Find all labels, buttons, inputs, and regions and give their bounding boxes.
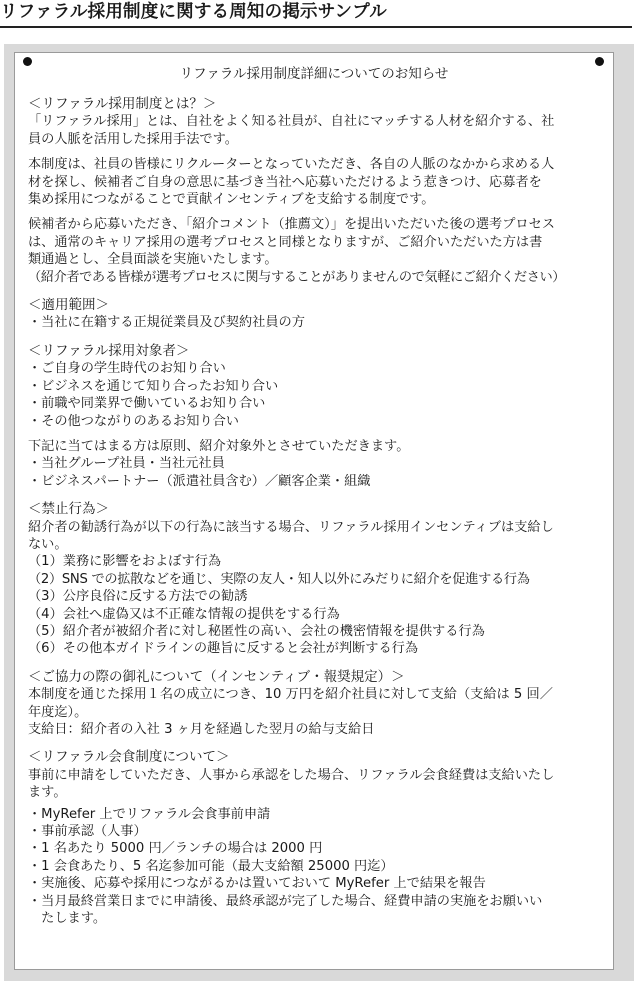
notice-title: リファラル採用制度詳細についてのお知らせ [179, 66, 449, 82]
item-list [28, 806, 618, 928]
list-item: ・前職や同業界で働いているお知り合い [28, 396, 266, 412]
list-item: ・ビジネスパートナー（派遣社員含む）／顧客企業・組織 [28, 473, 371, 489]
list-item: ・当社グループ社員・当社元社員 [28, 456, 225, 472]
section-heading: ＜ご協力の際の御礼について（インセンティブ・報奨規定）＞ [28, 668, 405, 685]
section-scope [28, 297, 618, 332]
text-line: 集め採用につながることで貢献インセンティブを支給する制度です。 [28, 192, 435, 208]
paragraph [28, 216, 618, 286]
section-targets [28, 343, 618, 490]
list-item: （2）SNS での拡散などを通じ、実際の友人・知人以外にみだりに紹介を促進する行為 [28, 571, 530, 587]
paragraph [28, 113, 618, 148]
text-line: 紹介者の勧誘行為が以下の行為に該当する場合、リファラル採用インセンティブは支給し [28, 519, 554, 535]
item-list [28, 553, 618, 657]
page-title: リファラル採用制度に関する周知の掲示サンプル [0, 2, 387, 22]
list-item: ・1 名あたり 5000 円／ランチの場合は 2000 円 [28, 841, 323, 857]
section-dining [28, 749, 618, 927]
text-line: （紹介者である皆様が選考プロセスに関与することがありませんので気軽にご紹介ください） [28, 269, 566, 285]
section-heading: ＜適用範囲＞ [28, 297, 109, 314]
text-line: 材を探し、候補者ご自身の意思に基づき当社へ応募いただけるよう惹きつけ、応募者を [28, 174, 542, 190]
item-list [28, 314, 618, 331]
text-line: は、通常のキャリア採用の選考プロセスと同様となりますが、ご紹介いただいた方は書 [28, 234, 543, 250]
exclusion-note: 下記に当てはまる方は原則、紹介対象外とさせていただきます。 [28, 438, 410, 454]
text-line: 候補者から応募いただき、「紹介コメント（推薦文）」を提出いただいた後の選考プロセス [28, 217, 555, 233]
list-item: （5）紹介者が被紹介者に対し秘匿性の高い、会社の機密情報を提供する行為 [28, 623, 485, 639]
notice-paper [14, 52, 614, 970]
notice-content [28, 96, 618, 938]
text-line: 支給日：紹介者の入社 3 ヶ月を経過した翌月の給与支給日 [28, 722, 375, 737]
list-item: （6）その他本ガイドラインの趣旨に反すると会社が判断する行為 [28, 641, 419, 657]
list-item: （1）業務に影響をおよぼす行為 [28, 554, 222, 570]
list-item: （3）公序良俗に反する方法での勧誘 [28, 589, 248, 605]
section-heading: ＜禁止行為＞ [28, 501, 109, 518]
list-item: ・ご自身の学生時代のお知り合い [28, 361, 226, 377]
paragraph [28, 156, 618, 208]
list-item: ・MyRefer 上でリファラル会食事前申請 [28, 806, 271, 822]
list-item: ・ビジネスを通じて知り合ったお知り合い [28, 378, 279, 394]
list-item: ・その他つながりのあるお知り合い [28, 413, 239, 429]
text-line: 「リファラル採用」とは、自社をよく知る社員が、自社にマッチする人材を紹介する、社 [28, 114, 555, 130]
text-line: 本制度は、社員の皆様にリクルーターとなっていただき、各自の人脈のなかから求める人 [28, 157, 555, 173]
exclusion-list [28, 455, 618, 490]
section-heading: ＜リファラル採用対象者＞ [28, 342, 190, 359]
text-line: 本制度を通じた採用１名の成立につき、10 万円を紹介社員に対して支給（支給は 5 回／ [28, 687, 553, 703]
list-item: ・当月最終営業日までに申請後、最終承認が完了した場合、経費申請の実施をお願いい [28, 893, 543, 909]
list-item: ・当社に在籍する正規従業員及び契約社員の方 [28, 315, 305, 331]
list-item: （4）会社へ虚偽又は不正確な情報の提供をする行為 [28, 606, 340, 622]
notice-board [4, 44, 634, 981]
text-line: 員の人脈を活用した採用手法です。 [28, 131, 238, 147]
page-header [0, 0, 632, 28]
text-line: 事前に申請をしていただき、人事から承認をした場合、リファラル会食経費は支給いたし [28, 767, 555, 783]
list-item: ・1 会食あたり、5 名迄参加可能（最大支給額 25000 円迄） [28, 858, 394, 874]
section-heading: ＜リファラル採用制度とは？＞ [28, 96, 217, 112]
section-heading: ＜リファラル会食制度について＞ [28, 749, 230, 766]
item-list [28, 360, 618, 430]
section-about [28, 96, 618, 286]
text-line: ない。 [28, 536, 68, 552]
text-line: 類通過とし、全員面談を実施いたします。 [28, 252, 278, 268]
section-prohibited [28, 501, 618, 658]
list-item: たします。 [28, 911, 107, 927]
list-item: ・事前承認（人事） [28, 824, 147, 840]
list-item: ・実施後、応募や採用につながるかは置いておいて MyRefer 上で結果を報告 [28, 876, 486, 892]
text-line: 年度迄）。 [28, 704, 88, 720]
text-line: ます。 [28, 785, 67, 801]
section-incentive [28, 669, 618, 739]
